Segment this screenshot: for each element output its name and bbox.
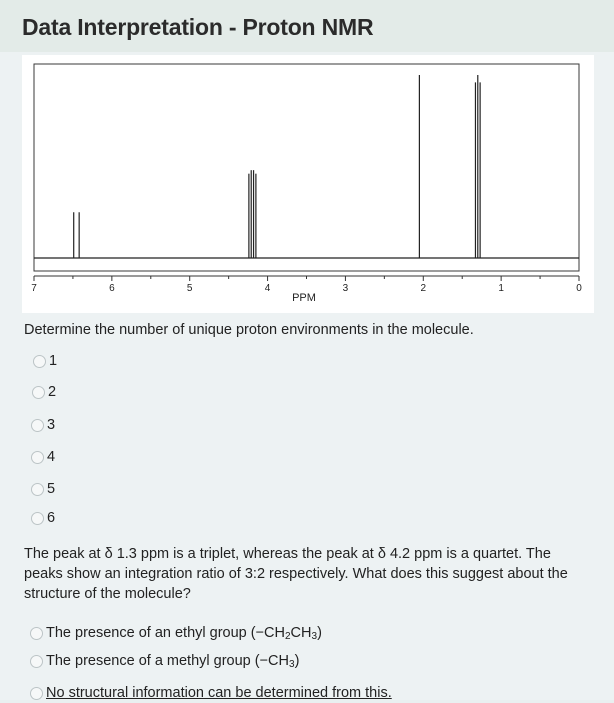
answer-option-6[interactable]	[31, 508, 55, 528]
answer-option-5[interactable]	[31, 479, 55, 499]
radio-button[interactable]	[33, 355, 46, 368]
radio-button[interactable]	[32, 386, 45, 399]
answer-option-ethyl[interactable]	[30, 623, 322, 643]
x-tick-label: 5	[186, 283, 193, 294]
radio-button[interactable]	[30, 687, 43, 700]
answer-option-1[interactable]	[33, 351, 57, 371]
answer-option-2[interactable]	[32, 382, 56, 402]
page-title: Data Interpretation - Proton NMR	[22, 14, 374, 40]
page-header	[0, 0, 614, 52]
x-tick-label: 7	[31, 283, 37, 294]
answer-option-label: 5	[47, 481, 56, 497]
answer-option-label: 3	[47, 417, 56, 433]
radio-button[interactable]	[31, 483, 44, 496]
answer-option-label: 2	[48, 384, 57, 400]
radio-button[interactable]	[31, 451, 44, 464]
answer-option-methyl-label: The presence of a methyl group $(-CH_3)$	[46, 653, 300, 670]
answer-option-no-info-label: No structural information can be determined from this.	[46, 685, 392, 701]
answer-option-label: 6	[47, 510, 56, 526]
x-tick-label: 4	[264, 283, 271, 294]
question-2-prompt: The peak at δ 1.3 ppm is a triplet, whereas the peak at δ 4.2 ppm is a quartet. The peaks show an integration ratio of 3:2 respectively. What does this suggest about the structure of the molecule?	[24, 546, 568, 602]
answer-option-methyl[interactable]	[30, 651, 299, 671]
radio-button[interactable]	[30, 655, 43, 668]
x-tick-label: 2	[420, 283, 427, 294]
answer-option-3[interactable]	[31, 415, 55, 435]
answer-option-ethyl-label: The presence of an ethyl group $(-CH_2CH_3)$	[46, 625, 322, 642]
x-tick-label: 3	[342, 283, 349, 294]
x-axis-label: PPM	[292, 292, 316, 304]
radio-button[interactable]	[31, 419, 44, 432]
nmr-spectrum-chart	[22, 55, 594, 313]
answer-option-label: 1	[49, 353, 58, 369]
radio-button[interactable]	[31, 512, 44, 525]
question-1-prompt: Determine the number of unique proton environments in the molecule.	[24, 322, 474, 338]
x-tick-label: 0	[576, 283, 582, 294]
answer-option-4[interactable]	[31, 447, 55, 467]
x-tick-label: 1	[498, 283, 504, 294]
chart-background	[22, 55, 594, 313]
answer-option-label: 4	[47, 449, 56, 465]
x-tick-label: 6	[109, 283, 115, 294]
answer-option-no-info[interactable]	[30, 683, 392, 703]
radio-button[interactable]	[30, 627, 43, 640]
